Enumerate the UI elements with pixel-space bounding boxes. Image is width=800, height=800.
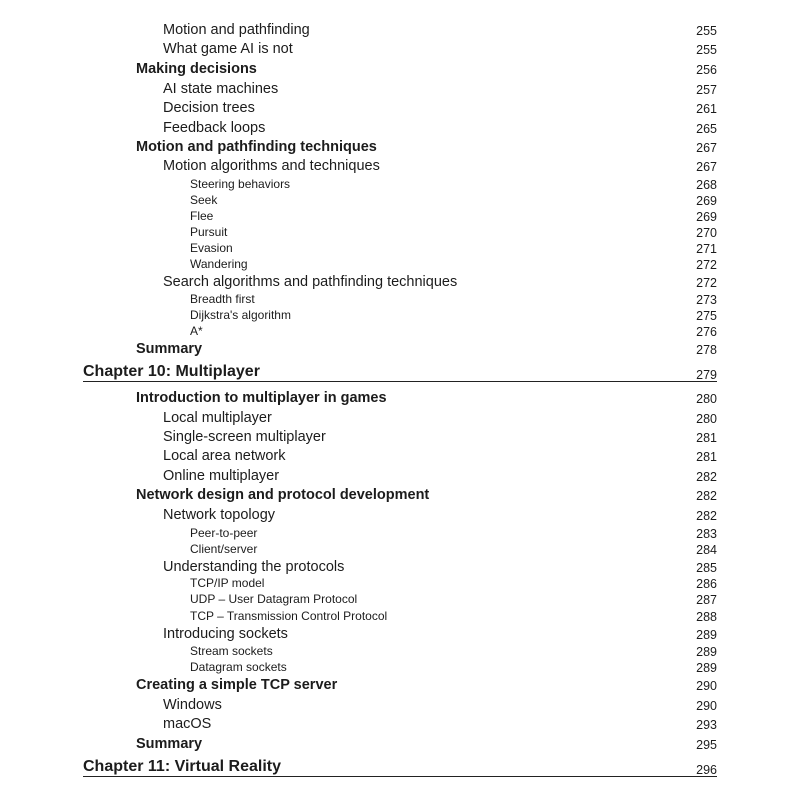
toc-entry-title: Network topology	[163, 507, 276, 523]
toc-entry-page-number: 280	[696, 412, 717, 426]
toc-entry-title: Creating a simple TCP server	[136, 677, 338, 693]
toc-entry-title: Introducing sockets	[163, 626, 288, 642]
toc-entry-page-number: 261	[696, 102, 717, 116]
toc-entry-page-number: 270	[696, 226, 717, 240]
toc-entry[interactable]	[0, 389, 800, 407]
toc-entry-title: Single-screen multiplayer	[163, 429, 326, 445]
toc-entry[interactable]	[0, 225, 800, 239]
toc-entry-title: Peer-to-peer	[190, 526, 258, 540]
toc-entry-page-number: 289	[696, 645, 717, 659]
toc-entry-page-number: 281	[696, 431, 717, 445]
toc-entry-page-number: 267	[696, 160, 717, 174]
toc-entry[interactable]	[0, 447, 800, 465]
toc-entry-page-number: 288	[696, 610, 717, 624]
toc-entry[interactable]	[0, 558, 800, 576]
toc-entry[interactable]	[0, 60, 800, 78]
toc-entry-page-number: 282	[696, 470, 717, 484]
toc-entry-title: Motion and pathfinding techniques	[136, 139, 377, 155]
toc-entry-title: Summary	[136, 341, 203, 357]
toc-entry-page-number: 293	[696, 718, 717, 732]
toc-entry-page-number: 275	[696, 309, 717, 323]
toc-entry-page-number: 273	[696, 293, 717, 307]
toc-entry-title: Client/server	[190, 542, 258, 556]
toc-entry[interactable]	[0, 80, 800, 98]
toc-entry-title: Motion algorithms and techniques	[163, 158, 380, 174]
toc-entry-title: UDP – User Datagram Protocol	[190, 592, 358, 606]
toc-entry-page-number: 276	[696, 325, 717, 339]
chapter-divider-line	[83, 381, 717, 382]
toc-entry-title: macOS	[163, 716, 212, 732]
toc-entry[interactable]	[0, 138, 800, 156]
toc-entry-page-number: 283	[696, 527, 717, 541]
toc-entry-title: Flee	[190, 209, 214, 223]
toc-entry-title: Online multiplayer	[163, 468, 280, 484]
toc-entry-title: Motion and pathfinding	[163, 22, 310, 38]
toc-entry-page-number: 289	[696, 628, 717, 642]
toc-entry-page-number: 279	[696, 368, 717, 382]
toc-entry-page-number: 268	[696, 178, 717, 192]
toc-entry[interactable]	[0, 324, 800, 338]
toc-entry[interactable]	[0, 40, 800, 58]
toc-entry[interactable]	[0, 506, 800, 524]
toc-entry[interactable]	[0, 609, 800, 623]
toc-entry-title: Chapter 11: Virtual Reality	[83, 758, 281, 775]
toc-entry-page-number: 286	[696, 577, 717, 591]
toc-entry-title: Introduction to multiplayer in games	[136, 390, 387, 406]
toc-entry-page-number: 287	[696, 593, 717, 607]
toc-chapter-entry[interactable]	[0, 362, 800, 382]
toc-entry-title: Feedback loops	[163, 120, 266, 136]
toc-entry[interactable]	[0, 157, 800, 175]
toc-entry[interactable]	[0, 467, 800, 485]
toc-entry[interactable]	[0, 486, 800, 504]
toc-entry[interactable]	[0, 676, 800, 694]
toc-entry-page-number: 256	[696, 63, 717, 77]
toc-entry-title: Network design and protocol development	[136, 487, 430, 503]
toc-entry-title: Wandering	[190, 257, 248, 271]
toc-entry-title: Dijkstra's algorithm	[190, 308, 291, 322]
toc-entry-title: Local area network	[163, 448, 286, 464]
toc-entry-title: Windows	[163, 697, 222, 713]
toc-entry-page-number: 278	[696, 343, 717, 357]
toc-entry-page-number: 296	[696, 763, 717, 777]
toc-entry-title: Pursuit	[190, 225, 228, 239]
toc-entry[interactable]	[0, 428, 800, 446]
toc-entry-page-number: 289	[696, 661, 717, 675]
toc-entry-page-number: 272	[696, 276, 717, 290]
toc-entry-title: Decision trees	[163, 100, 255, 116]
toc-entry-title: TCP – Transmission Control Protocol	[190, 609, 388, 623]
toc-entry-title: A*	[190, 324, 203, 338]
toc-entry-page-number: 295	[696, 738, 717, 752]
toc-entry-page-number: 280	[696, 392, 717, 406]
toc-entry-page-number: 271	[696, 242, 717, 256]
toc-entry-page-number: 282	[696, 489, 717, 503]
toc-entry-title: Local multiplayer	[163, 410, 272, 426]
toc-entry-page-number: 284	[696, 543, 717, 557]
toc-entry-title: Chapter 10: Multiplayer	[83, 363, 260, 380]
toc-entry[interactable]	[0, 273, 800, 291]
toc-entry-page-number: 281	[696, 450, 717, 464]
toc-entry-page-number: 269	[696, 210, 717, 224]
toc-entry[interactable]	[0, 177, 800, 191]
toc-entry[interactable]	[0, 542, 800, 556]
toc-entry-page-number: 290	[696, 699, 717, 713]
toc-entry[interactable]	[0, 209, 800, 223]
toc-entry[interactable]	[0, 644, 800, 658]
toc-entry-title: Breadth first	[190, 292, 255, 306]
toc-entry[interactable]	[0, 660, 800, 674]
toc-entry[interactable]	[0, 409, 800, 427]
toc-entry[interactable]	[0, 21, 800, 39]
toc-entry[interactable]	[0, 292, 800, 306]
toc-entry[interactable]	[0, 119, 800, 137]
toc-entry-page-number: 290	[696, 679, 717, 693]
toc-entry[interactable]	[0, 526, 800, 540]
toc-entry-title: What game AI is not	[163, 41, 293, 57]
toc-entry-page-number: 282	[696, 509, 717, 523]
toc-entry-page-number: 255	[696, 24, 717, 38]
toc-entry[interactable]	[0, 592, 800, 606]
toc-entry-title: Making decisions	[136, 61, 257, 77]
toc-entry[interactable]	[0, 99, 800, 117]
toc-entry-title: Search algorithms and pathfinding techniques	[163, 274, 458, 290]
toc-entry[interactable]	[0, 340, 800, 358]
toc-entry-title: Understanding the protocols	[163, 559, 345, 575]
toc-entry-title: Stream sockets	[190, 644, 273, 658]
toc-entry[interactable]	[0, 576, 800, 590]
toc-entry-title: Steering behaviors	[190, 177, 291, 191]
toc-entry-page-number: 267	[696, 141, 717, 155]
toc-entry[interactable]	[0, 735, 800, 753]
toc-entry-title: TCP/IP model	[190, 576, 265, 590]
toc-entry-title: Evasion	[190, 241, 233, 255]
toc-entry-page-number: 272	[696, 258, 717, 272]
chapter-divider-line	[83, 776, 717, 777]
toc-entry-title: Datagram sockets	[190, 660, 287, 674]
toc-entry-title: AI state machines	[163, 81, 279, 97]
toc-entry[interactable]	[0, 257, 800, 271]
toc-entry[interactable]	[0, 696, 800, 714]
toc-entry-page-number: 269	[696, 194, 717, 208]
toc-chapter-entry[interactable]	[0, 757, 800, 777]
toc-entry[interactable]	[0, 241, 800, 255]
toc-entry-page-number: 285	[696, 561, 717, 575]
toc-entry-page-number: 257	[696, 83, 717, 97]
toc-entry-page-number: 255	[696, 43, 717, 57]
toc-entry-title: Summary	[136, 736, 203, 752]
toc-entry[interactable]	[0, 308, 800, 322]
toc-entry[interactable]	[0, 715, 800, 733]
toc-entry-title: Seek	[190, 193, 218, 207]
toc-entry[interactable]	[0, 625, 800, 643]
toc-entry-page-number: 265	[696, 122, 717, 136]
toc-entry[interactable]	[0, 193, 800, 207]
